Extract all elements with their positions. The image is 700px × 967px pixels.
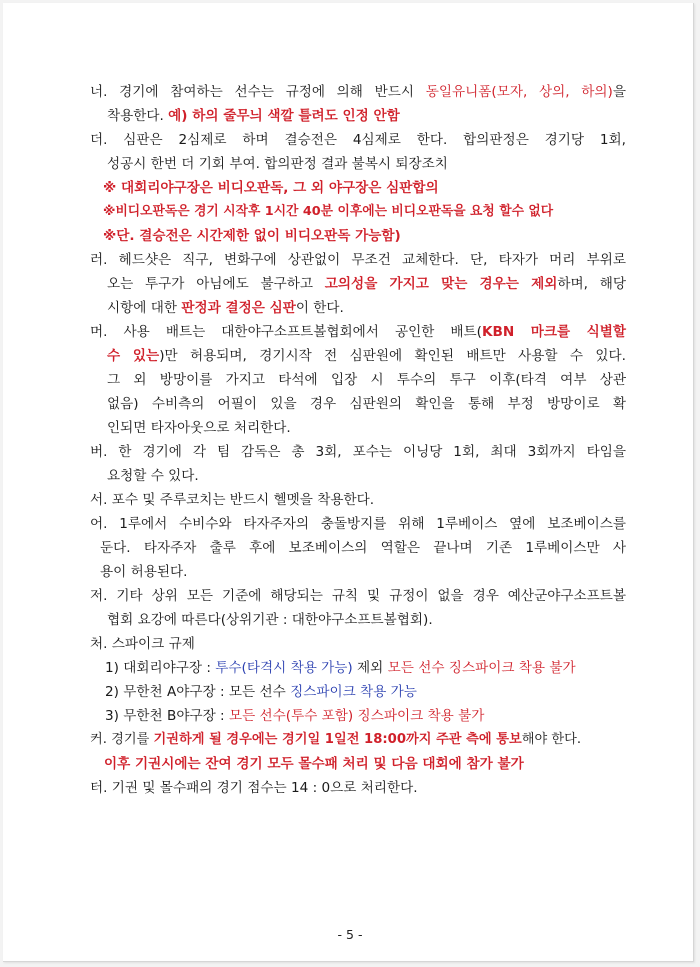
text-span: 성공시 한번 더 기회 부여. 합의판정 결과 불복시 퇴장조치 [107,156,448,172]
text-span: 더. 심판은 2심제로 하며 결승전은 4심제로 한다. 합의판정은 경기당 1회, [90,132,626,148]
highlight-span: 고의성을 가지고 맞는 경우는 제외 [324,276,558,292]
text-span: 3) 무한천 B야구장 : [105,708,229,724]
highlight-span: 모든 선수(투수 포함) 징스파이크 착용 불가 [228,708,485,724]
video-review-note-3 [103,227,401,245]
text-span: 서. 포수 및 주루코치는 반드시 헬멧을 착용한다. [90,492,375,508]
text-span: 이후 기권시에는 잔여 경기 모두 몰수패 처리 및 다음 대회에 참가 불가 [104,756,524,772]
highlight-span: 동일유니폼(모자, 상의, 하의) [425,84,613,100]
rule-teo-line-1 [90,779,418,797]
rule-beo-line-1 [90,443,626,461]
video-review-note-2 [103,203,553,221]
rule-cheo-heading [90,635,195,653]
rule-meo-line-4 [107,395,626,413]
highlight-span: 모든 선수 징스파이크 착용 불가 [387,660,576,676]
text-span: 둔다. 타자주자 출루 후에 보조베이스의 역할은 끝나며 기존 1루베이스만 사 [100,540,626,556]
rule-keo-line-1 [90,731,581,749]
text-span: 제외 [352,660,388,676]
rule-jeo-line-1 [90,587,626,605]
text-span: 해야 한다. [521,732,582,747]
rule-meo-line-3 [107,371,626,389]
text-span: 어. 1루에서 수비수와 타자주자의 충돌방지를 위해 1루베이스 옆에 보조베이스를 [90,516,626,532]
rule-neo-line-1 [90,83,626,101]
text-span: 터. 기권 및 몰수패의 경기 점수는 14 : 0으로 처리한다. [90,780,418,796]
text-span: 협회 요강에 따른다(상위기관 : 대한야구소프트볼협회). [107,612,433,628]
text-span: 러. 헤드샷은 직구, 변화구에 상관없이 무조건 교체한다. 단, 타자가 머리 부위로 [90,252,626,268]
rule-meo-line-1 [90,323,626,341]
text-span: ※비디오판독은 경기 시작후 1시간 40분 이후에는 비디오판독을 요청 할수 없다 [103,204,554,219]
text-span: 그 외 방망이를 가지고 타석에 입장 시 투수의 투구 이후(타격 여부 상관 [107,372,626,388]
text-span: 착용한다. [107,108,169,124]
spike-rule-1 [105,659,576,677]
text-span: 버. 한 경기에 각 팀 감독은 총 3회, 포수는 이닝당 1회, 최대 3회까지 타임을 [90,444,626,460]
text-span: 처. 스파이크 규제 [90,636,195,652]
text-span: 하며, 해당 [557,276,626,292]
spike-rule-3 [105,707,484,725]
rule-eo-line-3 [100,563,187,581]
highlight-span: 수 있는 [107,348,160,364]
highlight-span: 투수(타격시 착용 가능) [215,660,353,676]
rule-meo-line-2 [107,347,626,365]
rule-seo-line-1 [90,491,374,509]
text-span: 요청할 수 있다. [107,468,199,484]
spike-rule-2 [105,683,417,701]
highlight-span: 예) 하의 줄무늬 색깔 틀려도 인정 안함 [168,108,400,124]
rule-deo-line-1 [90,131,626,149]
text-span: 너. 경기에 참여하는 선수는 규정에 의해 반드시 [90,84,426,100]
text-span: 없음) 수비측의 어필이 있을 경우 심판원의 확인을 통해 부정 방망이로 확 [107,396,626,412]
text-span: ※단. 결승전은 시간제한 없이 비디오판독 가능함) [103,228,401,244]
page-number: - 5 - [337,927,363,942]
highlight-span: KBN 마크를 식별할 [481,324,626,340]
text-span: ※ 대회리야구장은 비디오판독, 그 외 야구장은 심판합의 [103,180,439,196]
rule-deo-line-2 [107,155,448,173]
rule-meo-line-5 [107,419,291,437]
rule-reo-line-2 [107,275,626,293]
text-span: 머. 사용 배트는 대한야구소프트볼협회에서 공인한 배트( [90,324,482,340]
text-span: 을 [612,84,626,100]
rule-eo-line-2 [100,539,626,557]
text-span: 2) 무한천 A야구장 : 모든 선수 [105,684,291,700]
rule-neo-line-2 [107,107,400,125]
text-span: 저. 기타 상위 모든 기준에 해당되는 규칙 및 규정이 없을 경우 예산군야구소프트볼 [90,588,626,604]
rule-eo-line-1 [90,515,626,533]
highlight-span: 기권하게 될 경우에는 경기일 1일전 18:00까지 주관 측에 통보 [153,732,522,747]
rule-beo-line-2 [107,467,199,485]
text-span: )만 허용되며, 경기시작 전 심판원에 확인된 배트만 사용할 수 있다. [159,348,626,364]
video-review-note-1 [103,179,439,197]
rule-reo-line-1 [90,251,626,269]
rule-jeo-line-2 [107,611,433,629]
highlight-span: 판정과 결정은 심판 [181,300,296,316]
text-span: 이 한다. [295,300,344,316]
rule-keo-line-2 [104,755,524,773]
highlight-span: 징스파이크 착용 가능 [290,684,417,700]
rule-reo-line-3 [107,299,344,317]
text-span: 오는 투구가 아님에도 불구하고 [107,276,325,292]
text-span: 시항에 대한 [107,300,182,316]
text-span: 용이 허용된다. [100,564,188,580]
text-span: 커. 경기를 [90,732,154,747]
text-span: 인되면 타자아웃으로 처리한다. [107,420,291,436]
text-span: 1) 대회리야구장 : [105,660,216,676]
